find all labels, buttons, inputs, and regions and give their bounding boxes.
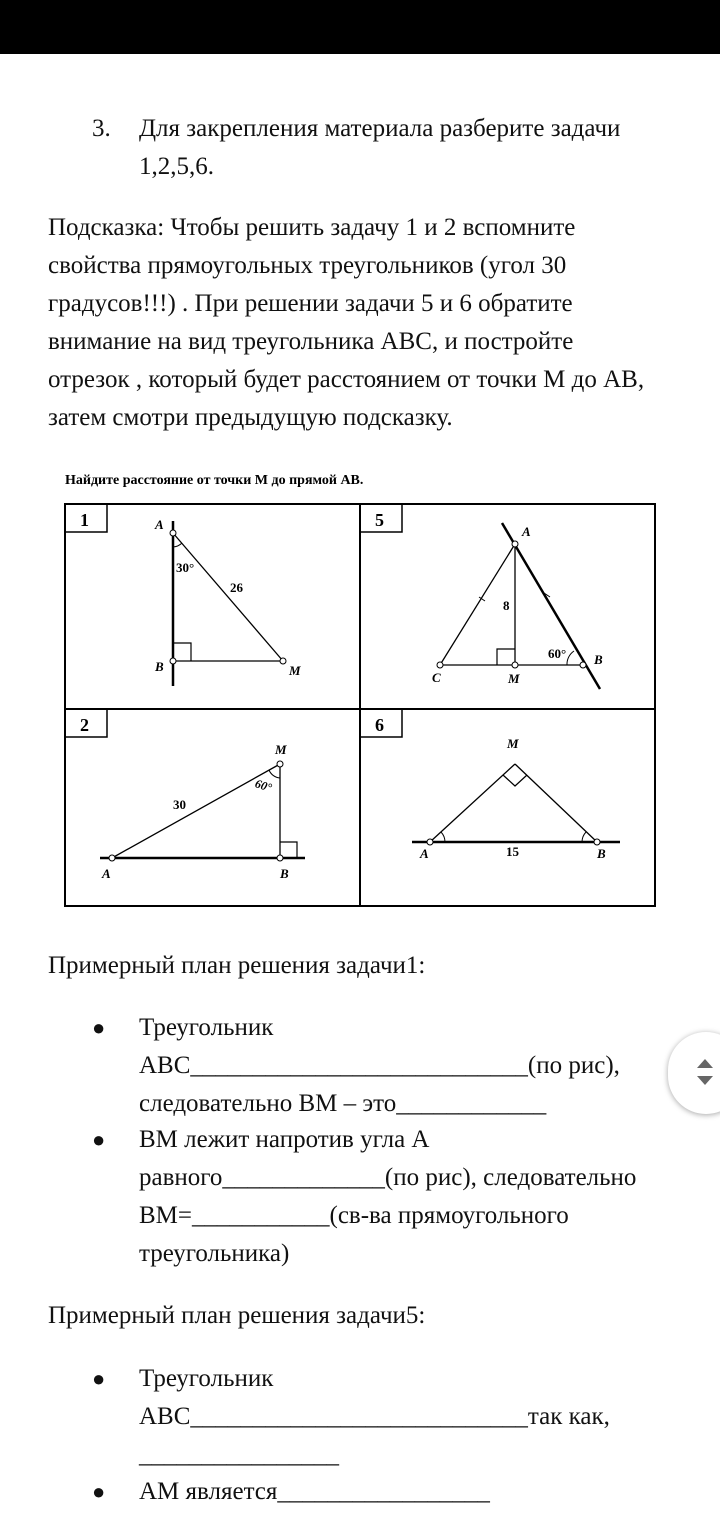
p5-label-a: A (522, 524, 531, 539)
bullet-text: ВМ лежит напротив угла А равного_____________(по рис), следовательно ВМ=___________(св-ва прямоугольного треугольника) (139, 1126, 637, 1267)
p1-label-a: A (155, 517, 164, 532)
p5-angle: 60° (548, 646, 567, 661)
bullet-dot: ● (92, 1015, 106, 1040)
bullet-text: Треугольник АВС___________________________(по рис), следовательно ВМ – это____________ (139, 1014, 620, 1117)
panel-number-6: 6 (375, 715, 384, 735)
p2-side: 30 (173, 797, 186, 812)
p1-label-m: M (289, 663, 301, 678)
bullet-text: Треугольник АВС___________________________так как, ________________ (139, 1365, 610, 1468)
chevron-down-icon (697, 1076, 713, 1085)
p5-label-b: B (594, 652, 603, 667)
plan5-title: Примерный план решения задачи5: (48, 1302, 426, 1329)
hint-paragraph: Подсказка: Чтобы решить задачу 1 и 2 вспомните свойства прямоугольных треугольников (угол 30 градусов!!!) . При решении задачи 5 и 6 обратите внимание на вид треугольника АВС, и постройте отрезок , который будет расстоянием от точки М до АВ, затем смотри предыдущую подсказку. (48, 214, 645, 431)
p2-angle: 60° (253, 776, 274, 795)
p1-side: 26 (230, 580, 243, 595)
status-bar (0, 0, 720, 54)
p6-label-b: B (597, 846, 606, 861)
bullet-dot: ● (92, 1127, 106, 1152)
bullet-text: АМ является_________________ (139, 1478, 490, 1505)
p1-label-b: B (155, 659, 164, 674)
panel-6-drawing (412, 736, 620, 861)
panel-number-1: 1 (80, 510, 89, 530)
p2-label-b: B (280, 866, 289, 881)
bullet-dot: ● (92, 1366, 106, 1391)
figure-caption: Найдите расстояние от точки M до прямой AB. (65, 473, 364, 488)
p2-label-a: A (102, 866, 111, 881)
p2-label-m: M (275, 742, 287, 757)
panel-number-2: 2 (80, 715, 89, 735)
p6-label-m: M (507, 736, 519, 751)
plan1-title: Примерный план решения задачи1: (48, 952, 426, 979)
p5-label-c: C (432, 670, 441, 685)
geometry-figure (60, 466, 660, 916)
item-text: Для закрепления материала разберите задачи 1,2,5,6. (139, 115, 621, 180)
item-number: 3. (92, 115, 111, 142)
p1-angle: 30° (176, 560, 195, 575)
p6-side: 15 (506, 844, 519, 859)
p5-height: 8 (503, 598, 510, 613)
p6-label-a: A (420, 846, 429, 861)
chevron-up-icon (697, 1059, 713, 1068)
panel-2-drawing (100, 742, 305, 881)
panel-1-drawing (154, 517, 301, 686)
figure-svg (60, 466, 660, 916)
p5-label-m: M (508, 671, 520, 686)
panel-number-5: 5 (375, 510, 384, 530)
bullet-dot: ● (92, 1479, 106, 1504)
panel-5-drawing (432, 523, 603, 689)
